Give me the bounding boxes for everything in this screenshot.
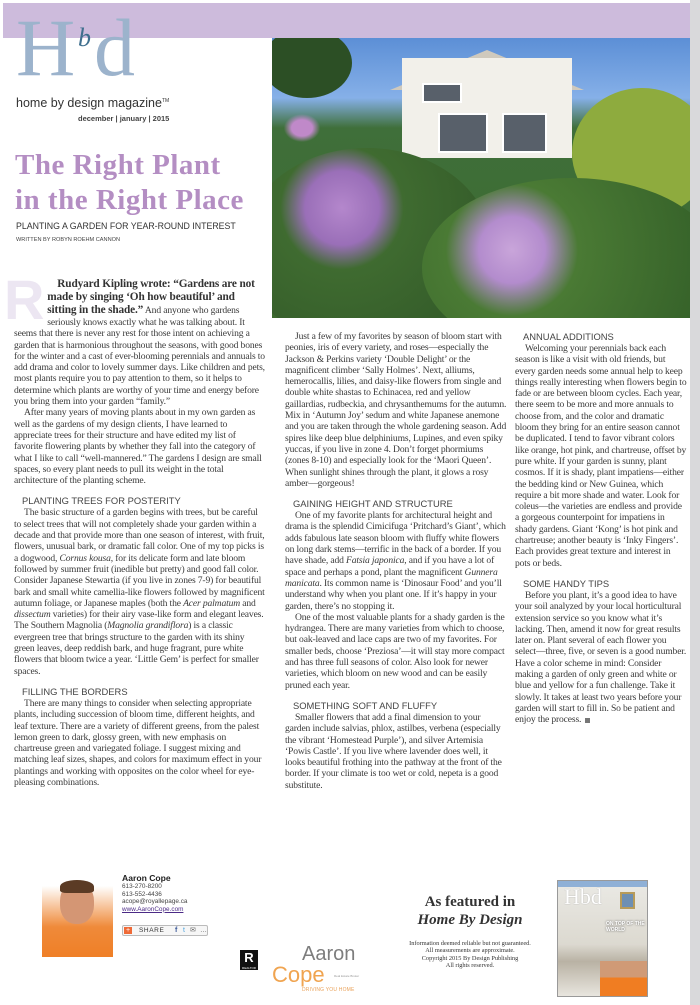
text-run: and <box>240 597 256 609</box>
agent-hair <box>60 880 94 893</box>
italic-term: Fatsia japonica <box>346 555 405 567</box>
window <box>438 113 488 153</box>
article-title <box>15 148 244 218</box>
drop-letter: R <box>4 268 45 331</box>
share-button[interactable] <box>122 925 208 936</box>
text-run: . Its common name is ‘Dinosaur Food’ and you’ll understand why when you plant one. If it’s happy in your garden, there’s no stopping it. <box>285 577 502 612</box>
logo-slogan: DRIVING YOU HOME <box>302 987 355 993</box>
title-line-2: in the Right Place <box>15 184 244 216</box>
window <box>502 113 547 153</box>
agent-contact <box>122 873 187 913</box>
text-run: Smaller flowers that add a final dimension to your garden include salvias, phlox, astilbes, verbena (especially the vibrant ‘Homestead Purple’), and silver Artemisia ‘Powis Castle’. If you live where lavender does well, it looks beautiful frothing into the pathway at the front of the border. If your climate is too wet or cold, nepeta is a good substitute. <box>285 711 502 791</box>
agent-website-link[interactable]: www.AaronCope.com <box>122 905 184 913</box>
email-icon[interactable]: ✉ <box>190 927 196 934</box>
italic-term: dissectum <box>14 609 51 621</box>
magazine-name-text: home by design magazine <box>16 96 162 111</box>
scrollbar[interactable] <box>690 0 700 1005</box>
hbd-logo <box>16 2 176 94</box>
agent-email[interactable]: acope@royallepage.ca <box>122 898 188 906</box>
logo-letter-h: H <box>16 2 76 93</box>
section-heading: SOME HANDY TIPS <box>523 577 610 589</box>
facebook-icon[interactable]: f <box>175 927 178 934</box>
agent-name: Aaron Cope <box>122 873 171 883</box>
section-heading: FILLING THE BORDERS <box>22 685 128 697</box>
end-mark-icon <box>585 718 590 723</box>
garden-house-photo <box>272 38 690 318</box>
logo-letter-b: b <box>78 23 91 52</box>
article-column-3 <box>515 331 687 726</box>
disclaimer-line: All measurements are approximate. <box>425 947 515 955</box>
section-heading: GAINING HEIGHT AND STRUCTURE <box>293 498 453 510</box>
disclaimer <box>395 940 545 970</box>
paragraph <box>285 510 507 612</box>
featured-in <box>400 893 540 929</box>
realtor-letter: R <box>240 950 258 966</box>
text-run: One of my favorite plants for architectural height and drama is the splendid Cimicifuga ‘Pritchard’s Giant’, which adds fabulous late season bloom with fluffy white flowers on long dark stems—terrific in the back of a border. If you have shade, add <box>285 510 506 567</box>
paragraph <box>515 590 687 726</box>
paragraph <box>285 331 507 489</box>
text-run: Before you plant, it’s a good idea to have your soil analyzed by your local horticultural extension service so you know what it’s lacking. Then, amend it now for great results later on. Plant several of each flower you select—three, five, or seven is a good number. Have a color scheme in mind: Consider making a garden of only green and white or blue and yellow for a fun challenge. Take it slowly. It takes at least two years before your garden will start to fill in. So be patient and enjoy the process. <box>515 589 687 726</box>
paragraph <box>14 507 266 676</box>
trademark: TM <box>161 98 170 104</box>
article-column-2 <box>285 331 507 791</box>
share-plus-icon: + <box>125 927 131 934</box>
paragraph <box>285 612 507 691</box>
section-heading: PLANTING TREES FOR POSTERITY <box>22 495 181 507</box>
disclaimer-line: Copyright 2015 By Design Publishing <box>421 954 519 962</box>
cover-headline: ON TOP OF THE WORLD <box>606 921 645 933</box>
article-subtitle: PLANTING A GARDEN FOR YEAR-ROUND INTEREST <box>16 221 236 231</box>
text-run: varieties) for their airy vase-like form and elegant leaves. The Southern Magnolia ( <box>14 609 264 632</box>
agent-phone-1: 613-270-8200 <box>122 883 162 890</box>
text-run: ) is a classic evergreen tree that brings structure to the garden with its shiny green leaves, deep reddish bark, and huge fragrant, pure white flowers that bloom twice a year. ‘Little Gem’ is perfect for smaller spaces. <box>14 620 259 677</box>
issue-date: december | january | 2015 <box>78 114 170 123</box>
disclaimer-line: All rights reserved. <box>445 962 495 970</box>
text-run: Welcoming your perennials back each season is like a visit with old friends, but every garden needs some annual help to keep things really interesting when flowers begin to fade or are between bloom cycles. Each year, there seem to be more and more annuals to choose from, and the color and dramatic bloom they bring for an entire season cannot be duplicated. I tend to favor vibrant colors like orange, hot pink, and chartreuse, offset by pure white. If your garden is sunny, plant cosmos. If it is shady, plant impatiens—either the bedding kind or New Guinea, which require a bit more shade and water. Look for coleus—the varieties are endless and provide a gorgeous counterpoint for impatiens in shady gardens. Giant ‘Kong’ is hot pink and chartreuse; another beauty is ‘Inky Fingers’. Each provides great texture and interest in pots or beds. <box>515 343 687 569</box>
logo-line-2: Cope <box>272 962 325 987</box>
lead-paragraph <box>4 268 266 408</box>
italic-term: Magnolia grandiflora <box>107 620 189 632</box>
text-run: , and if you have a lot of space and perhaps a pond, plant the magnificent <box>285 555 495 578</box>
paragraph <box>515 343 687 569</box>
paragraph <box>14 407 266 486</box>
cover-logo: Hbd <box>564 884 602 909</box>
title-line-1: The Right Plant <box>15 149 221 181</box>
byline: WRITTEN BY ROBYN ROEHM CANNON <box>16 237 121 243</box>
section-heading: SOMETHING SOFT AND FLUFFY <box>293 699 438 711</box>
house <box>402 58 572 158</box>
logo-letter-d: d <box>94 2 135 93</box>
tree <box>272 38 352 98</box>
logo-tag: Real Estate Broker <box>334 974 360 978</box>
paragraph <box>14 698 266 788</box>
logo-line-1: Aaron <box>302 943 356 965</box>
cover-painting <box>620 892 635 909</box>
realtor-logo <box>240 950 258 970</box>
share-label: SHARE <box>139 927 165 934</box>
agent-phone-2: 613-552-4436 <box>122 890 162 898</box>
article-column-1 <box>4 268 266 788</box>
italic-term: Acer palmatum <box>183 597 241 609</box>
twitter-icon[interactable]: t <box>183 927 185 934</box>
text-run: There are many things to consider when selecting appropriate plants, including succession of bloom time, different heights, and leaf texture. There are a variety of different greens, from the palest lemon green to dark, glossy green, with new emphasis on chartreuse green and variegated foliage. I suggest mixing and matching leaf sizes, shapes, and colors for maximum effect in your plantings and working with opposites on the color wheel for eye-pleasing combinations. <box>14 697 262 788</box>
text-run: Just a few of my favorites by season of bloom start with peonies, iris of every variety, and roses—especially the Jackson & Perkins variety ‘Double Delight’ or the magnificent climber ‘Sally Holmes’. Next, alliums, hemerocallis, lilies, and daisy-like flowers from single and double white shastas to Echinacea, red and yellow gaillardias, rudbeckia, and chrysanthemums for the autumn. Mix in ‘Autumn Joy’ sedum and white Japanese anemone and you are taken through the whole gardening season. Add spires like deep blue delphiniums, Lupines, and even spiky yuccas, if you live in zone 4. Don’t forget phormiums (zones 8-10) and especially look for the ‘Maori Queen’. When sunlight shines through the plant, it glows a rosy amber—gorgeous! <box>285 331 507 489</box>
magazine-cover-thumbnail[interactable] <box>557 880 648 997</box>
cover-agent-photo <box>600 961 648 997</box>
disclaimer-line: Information deemed reliable but not guaranteed. <box>409 940 531 947</box>
text-run: The basic structure of a garden begins with trees, but be careful to select trees that will not completely shade your garden within a decade and that provide more than one season of interest, with fruit, flowers, unusual bark, or dramatic fall color. One of my top picks is a dogwood, <box>14 507 265 564</box>
window <box>422 83 462 103</box>
aaron-cope-logo <box>272 944 367 1000</box>
text-run: , for its delicate form and late bloom followed by summer fruit (inedible but pretty) and good fall color. Consider Japanese Stewartia (if you live in zones 7-9) for beautiful bark and small white camellia-like flowers followed by magnificent autumn foliage, or Japanese maples (both the <box>14 552 265 609</box>
magazine-name <box>16 94 169 111</box>
lead-quote: Rudyard Kipling wrote: “Gardens are not made by singing ‘Oh how beautiful’ and sitting in the shade.” <box>47 278 255 316</box>
more-icon[interactable]: … <box>200 927 207 934</box>
italic-term: Cornus kousa <box>59 552 111 564</box>
text-run: And anyone who gardens seriously knows exactly what he was talking about. It seems that there is never any rest for those intent on achieving a garden that is harmonious throughout the seasons, with good bones for the winter and a cast of ever-blooming perennials and annuals to add drama and color to lovely summer days. Like children and pets, most plants require you to pay attention to them, so it helps to determine which plants are worthy of your time and energy before you bring them into your garden “family.” <box>14 305 265 408</box>
text-run: After many years of moving plants about in my own garden as well as the gardens of my design clients, I have learned to appreciate trees for their structure and have edited my list of favorite flowering plants by whether they fall into the category of what I like to call “well-mannered.” The gardens I design are small spaces, so every plant needs to pull its weight in the total architecture of the planting scheme. <box>14 407 262 487</box>
realtor-text: REALTOR <box>240 966 258 970</box>
section-heading: ANNUAL ADDITIONS <box>523 331 614 342</box>
featured-line-1: As featured in <box>424 894 516 910</box>
paragraph <box>285 712 507 791</box>
featured-line-2: Home By Design <box>417 912 523 928</box>
agent-headshot <box>42 878 113 957</box>
italic-term: Gunnera manicata <box>285 566 498 589</box>
text-run: One of the most valuable plants for a shady garden is the hydrangea. There are many varieties from which to choose, but oak-leaved and lace caps are two of my favorites. For smaller beds, choose ‘Preziosa’—it will stay more compact and has three full seasons of color. Also look for newer varieties, which bloom on new wood and can be easily pruned each year. <box>285 611 505 691</box>
